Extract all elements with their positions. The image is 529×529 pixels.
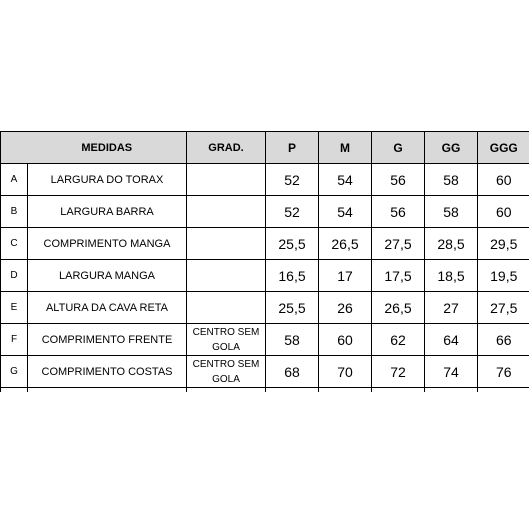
cutoff-cell bbox=[372, 388, 425, 392]
row-grad bbox=[187, 228, 266, 260]
header-grad: GRAD. bbox=[187, 132, 266, 164]
cutoff-cell bbox=[425, 388, 478, 392]
cutoff-cell bbox=[1, 388, 28, 392]
cell-value: 25,5 bbox=[266, 292, 319, 324]
table-row bbox=[1, 260, 529, 292]
cell-value: 58 bbox=[266, 324, 319, 356]
table-row bbox=[1, 228, 529, 260]
cell-value: 19,5 bbox=[478, 260, 529, 292]
cell-value: 70 bbox=[319, 356, 372, 388]
header-row bbox=[1, 132, 529, 164]
row-grad: CENTRO SEM GOLA bbox=[187, 324, 266, 356]
cell-value: 58 bbox=[425, 164, 478, 196]
row-grad bbox=[187, 260, 266, 292]
row-label: LARGURA BARRA bbox=[28, 196, 187, 228]
cell-value: 58 bbox=[425, 196, 478, 228]
row-code: F bbox=[1, 324, 28, 356]
cell-value: 27,5 bbox=[478, 292, 529, 324]
table-row bbox=[1, 164, 529, 196]
row-grad bbox=[187, 292, 266, 324]
cell-value: 56 bbox=[372, 196, 425, 228]
cutoff-cell bbox=[478, 388, 529, 392]
row-label: COMPRIMENTO MANGA bbox=[28, 228, 187, 260]
table-row bbox=[1, 292, 529, 324]
header-size-m: M bbox=[319, 132, 372, 164]
cutoff-cell bbox=[266, 388, 319, 392]
cutoff-cell bbox=[28, 388, 187, 392]
cell-value: 27 bbox=[425, 292, 478, 324]
row-code: E bbox=[1, 292, 28, 324]
cell-value: 26,5 bbox=[319, 228, 372, 260]
row-code: C bbox=[1, 228, 28, 260]
cell-value: 66 bbox=[478, 324, 529, 356]
measurement-table bbox=[0, 131, 529, 392]
row-code: G bbox=[1, 356, 28, 388]
header-medidas: MEDIDAS bbox=[28, 132, 187, 164]
header-size-p: P bbox=[266, 132, 319, 164]
header-size-g: G bbox=[372, 132, 425, 164]
cutoff-cell bbox=[319, 388, 372, 392]
table-row bbox=[1, 324, 529, 356]
cell-value: 74 bbox=[425, 356, 478, 388]
cutoff-cell bbox=[187, 388, 266, 392]
header-code bbox=[1, 132, 28, 164]
cell-value: 27,5 bbox=[372, 228, 425, 260]
table-row bbox=[1, 196, 529, 228]
table-row-cutoff bbox=[1, 388, 529, 392]
row-code: D bbox=[1, 260, 28, 292]
table-row bbox=[1, 356, 529, 388]
cell-value: 18,5 bbox=[425, 260, 478, 292]
header-size-ggg: GGG bbox=[478, 132, 529, 164]
row-label: LARGURA MANGA bbox=[28, 260, 187, 292]
cell-value: 60 bbox=[478, 196, 529, 228]
cell-value: 17 bbox=[319, 260, 372, 292]
cell-value: 29,5 bbox=[478, 228, 529, 260]
cell-value: 28,5 bbox=[425, 228, 478, 260]
cell-value: 68 bbox=[266, 356, 319, 388]
cell-value: 25,5 bbox=[266, 228, 319, 260]
cell-value: 62 bbox=[372, 324, 425, 356]
cell-value: 16,5 bbox=[266, 260, 319, 292]
header-size-gg: GG bbox=[425, 132, 478, 164]
row-grad: CENTRO SEM GOLA bbox=[187, 356, 266, 388]
row-label: ALTURA DA CAVA RETA bbox=[28, 292, 187, 324]
cell-value: 26 bbox=[319, 292, 372, 324]
cell-value: 60 bbox=[319, 324, 372, 356]
cell-value: 60 bbox=[478, 164, 529, 196]
row-code: B bbox=[1, 196, 28, 228]
cell-value: 17,5 bbox=[372, 260, 425, 292]
cell-value: 72 bbox=[372, 356, 425, 388]
row-label: COMPRIMENTO FRENTE bbox=[28, 324, 187, 356]
row-grad bbox=[187, 164, 266, 196]
cell-value: 52 bbox=[266, 164, 319, 196]
row-grad bbox=[187, 196, 266, 228]
row-label: LARGURA DO TORAX bbox=[28, 164, 187, 196]
cell-value: 52 bbox=[266, 196, 319, 228]
cell-value: 64 bbox=[425, 324, 478, 356]
cell-value: 26,5 bbox=[372, 292, 425, 324]
row-label: COMPRIMENTO COSTAS bbox=[28, 356, 187, 388]
cell-value: 54 bbox=[319, 164, 372, 196]
cell-value: 54 bbox=[319, 196, 372, 228]
row-code: A bbox=[1, 164, 28, 196]
cell-value: 56 bbox=[372, 164, 425, 196]
cell-value: 76 bbox=[478, 356, 529, 388]
